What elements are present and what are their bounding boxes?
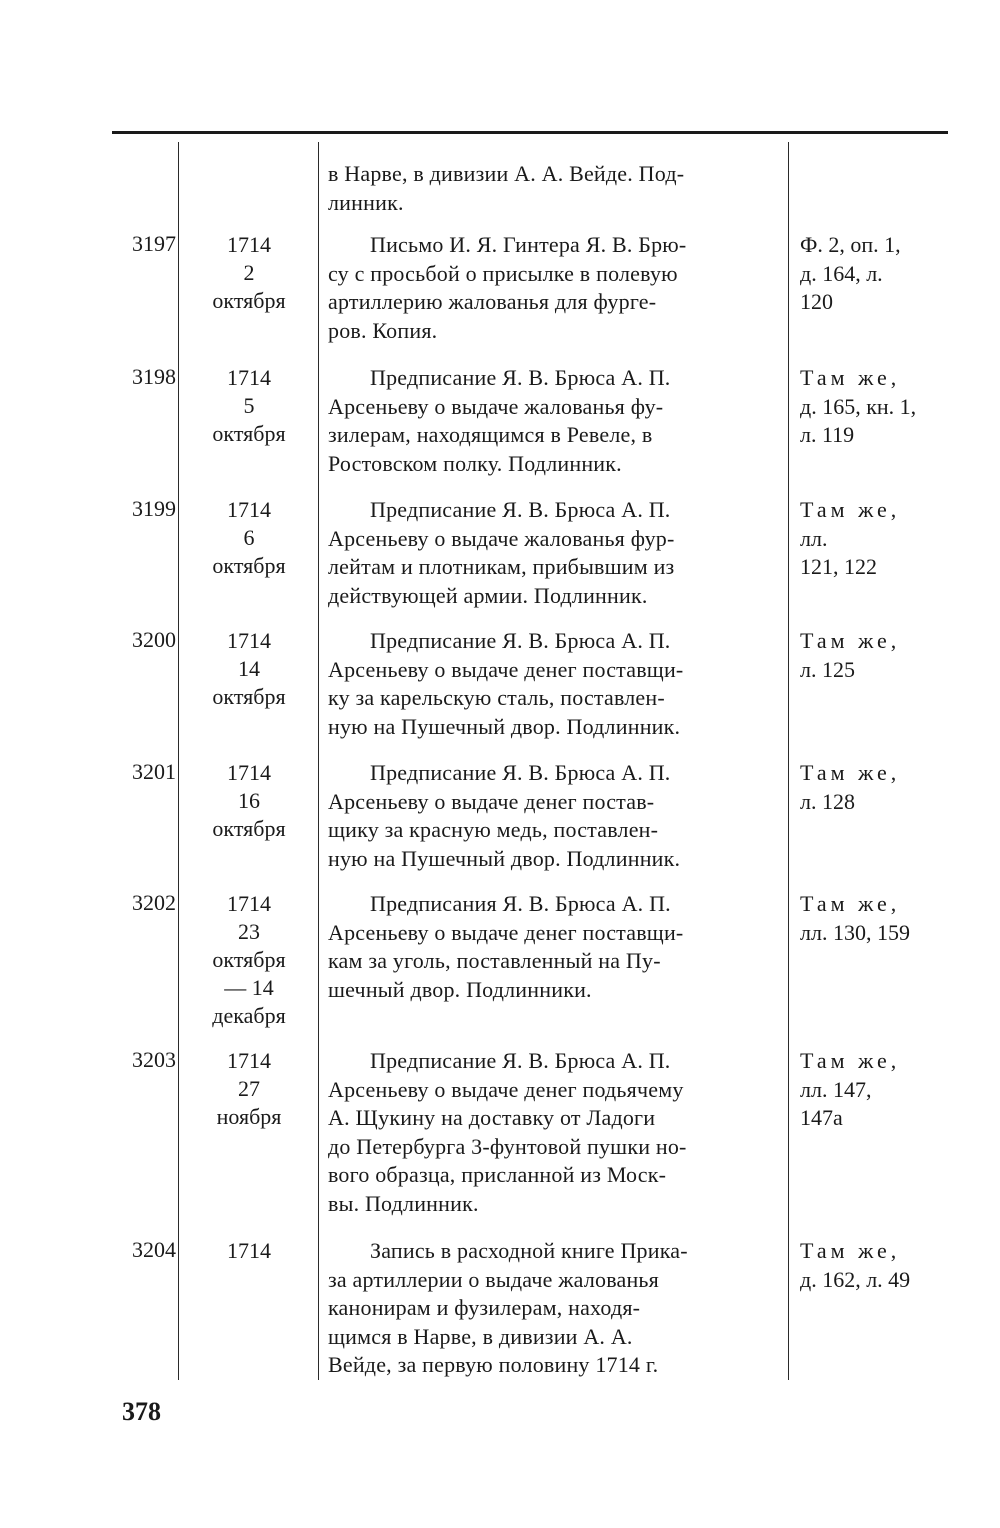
- date-line: декабря: [212, 1003, 286, 1028]
- desc-line: ную на Пушечный двор. Подлинник.: [328, 713, 681, 739]
- entry-number: 3202: [132, 890, 176, 915]
- ref-line: 121, 122: [800, 554, 877, 579]
- entry-date: [182, 231, 316, 315]
- desc-line: щику за красную медь, поставлен-: [328, 817, 659, 842]
- column-divider-description-reference: [788, 142, 789, 1380]
- entry-date: [182, 759, 316, 843]
- desc-line: Арсеньеву о выдаче денег постав-: [328, 788, 655, 814]
- entry-date: [182, 1047, 316, 1131]
- entry-description: [328, 160, 784, 217]
- desc-line: лейтам и плотникам, прибывшим из: [328, 554, 675, 579]
- date-line: октября: [212, 421, 286, 446]
- ref-line: 120: [800, 289, 833, 314]
- entry-description: [328, 627, 784, 741]
- desc-line: А. Щукину на доставку от Ладоги: [328, 1105, 656, 1130]
- desc-line: Письмо И. Я. Гинтера Я. В. Брю-: [370, 232, 687, 257]
- desc-line: Арсеньеву о выдаче жалованья фур-: [328, 525, 675, 551]
- entry-reference: [800, 1047, 970, 1133]
- desc-line: канонирам и фузилерам, находя-: [328, 1295, 641, 1320]
- entry-reference: [800, 231, 970, 317]
- desc-line: Арсеньеву о выдаче денег поставщи-: [328, 919, 684, 945]
- ref-line: л. 128: [800, 788, 855, 814]
- date-line: октября: [212, 816, 286, 841]
- desc-line: ную на Пушечный двор. Подлинник.: [328, 845, 681, 871]
- date-line: октября: [212, 684, 286, 709]
- date-line: октября: [212, 288, 286, 313]
- ref-line: д. 162, л. 49: [800, 1266, 911, 1292]
- desc-line: Предписание Я. В. Брюса А. П.: [370, 760, 671, 785]
- ref-line: Там же,: [800, 1238, 901, 1263]
- entry-number: 3204: [132, 1237, 176, 1262]
- date-line: 1714: [227, 628, 271, 653]
- entry-description: [328, 496, 784, 610]
- date-line: 14: [238, 656, 260, 681]
- entry-number: 3201: [132, 759, 176, 784]
- desc-line: Предписание Я. В. Брюса А. П.: [370, 497, 671, 522]
- date-line: 1714: [227, 1238, 271, 1263]
- entry-date: [182, 890, 316, 1030]
- ref-line: л. 125: [800, 656, 855, 682]
- date-line: — 14: [224, 975, 274, 1000]
- date-line: 2: [243, 260, 255, 285]
- ref-line: л. 119: [800, 422, 855, 447]
- entry-date: [182, 627, 316, 711]
- entry-number: 3199: [132, 496, 176, 521]
- ref-line: д. 164, л.: [800, 260, 883, 286]
- entry-description: [328, 1047, 784, 1218]
- desc-line: Предписание Я. В. Брюса А. П.: [370, 365, 671, 390]
- date-line: октября: [212, 947, 286, 972]
- entry-number: 3200: [132, 627, 176, 652]
- desc-line: ку за карельскую сталь, поставлен-: [328, 685, 665, 710]
- desc-line: зилерам, находящимся в Ревеле, в: [328, 422, 653, 447]
- entry-reference: [800, 890, 970, 947]
- entry-reference: [800, 627, 970, 684]
- desc-line: линник.: [328, 189, 404, 215]
- entry-reference: [800, 1237, 970, 1294]
- entry-description: [328, 759, 784, 873]
- ref-line: лл.: [800, 525, 828, 551]
- ref-line: Там же,: [800, 760, 901, 785]
- date-line: 1714: [227, 232, 271, 257]
- ref-line: Там же,: [800, 1048, 901, 1073]
- entry-description: [328, 364, 784, 478]
- ref-line: Там же,: [800, 628, 901, 653]
- entry-date: [182, 496, 316, 580]
- desc-line: действующей армии. Подлинник.: [328, 582, 648, 608]
- desc-line: Ростовском полку. Подлинник.: [328, 450, 622, 476]
- page-number: 378: [122, 1397, 161, 1426]
- date-line: 1714: [227, 497, 271, 522]
- desc-line: Арсеньеву о выдаче жалованья фу-: [328, 393, 664, 419]
- entry-reference: [800, 759, 970, 816]
- entry-reference: [800, 364, 970, 450]
- entry-reference: [800, 496, 970, 582]
- entry-date: [182, 1237, 316, 1265]
- date-line: 23: [238, 919, 260, 944]
- ref-line: Ф. 2, оп. 1,: [800, 232, 901, 257]
- desc-line: за артиллерии о выдаче жалованья: [328, 1266, 659, 1292]
- desc-line: Арсеньеву о выдаче денег поставщи-: [328, 656, 684, 682]
- desc-line: Запись в расходной книге Прика-: [370, 1238, 688, 1263]
- date-line: 6: [243, 525, 255, 550]
- date-line: 1714: [227, 365, 271, 390]
- desc-line: Вейде, за первую половину 1714 г.: [328, 1352, 659, 1377]
- entry-description: [328, 890, 784, 1004]
- desc-line: кам за уголь, поставленный на Пу-: [328, 948, 661, 973]
- desc-line: Предписание Я. В. Брюса А. П.: [370, 628, 671, 653]
- date-line: 5: [243, 393, 255, 418]
- entry-number: 3198: [132, 364, 176, 389]
- desc-line: Предписания Я. В. Брюса А. П.: [370, 891, 671, 916]
- desc-line: в Нарве, в дивизии А. А. Вейде. Под-: [328, 161, 685, 186]
- column-divider-date-description: [318, 142, 319, 1380]
- date-line: 16: [238, 788, 260, 813]
- desc-line: до Петербурга 3-фунтовой пушки но-: [328, 1133, 687, 1159]
- ref-line: Там же,: [800, 891, 901, 916]
- desc-line: артиллерию жалованья для фурге-: [328, 289, 657, 314]
- entry-description: [328, 1237, 784, 1380]
- desc-line: ров. Копия.: [328, 317, 438, 343]
- desc-line: Арсеньеву о выдаче денег подьячему: [328, 1076, 684, 1102]
- date-line: 1714: [227, 760, 271, 785]
- date-line: 1714: [227, 1048, 271, 1073]
- ref-line: лл. 130, 159: [800, 919, 910, 945]
- entry-description: [328, 231, 784, 345]
- entry-number: 3197: [132, 231, 176, 256]
- date-line: 1714: [227, 891, 271, 916]
- entry-number: 3203: [132, 1047, 176, 1072]
- top-rule: [112, 131, 948, 134]
- desc-line: вы. Подлинник.: [328, 1190, 479, 1216]
- ref-line: лл. 147,: [800, 1076, 872, 1102]
- date-line: ноября: [216, 1104, 282, 1129]
- ref-line: 147а: [800, 1105, 843, 1130]
- desc-line: щимся в Нарве, в дивизии А. А.: [328, 1323, 633, 1349]
- desc-line: вого образца, присланной из Моск-: [328, 1162, 667, 1187]
- date-line: 27: [238, 1076, 260, 1101]
- ref-line: д. 165, кн. 1,: [800, 393, 917, 419]
- date-line: октября: [212, 553, 286, 578]
- column-divider-number-date: [178, 142, 179, 1380]
- desc-line: шечный двор. Подлинники.: [328, 976, 592, 1002]
- desc-line: су с просьбой о присылке в полевую: [328, 260, 678, 286]
- desc-line: Предписание Я. В. Брюса А. П.: [370, 1048, 671, 1073]
- ref-line: Там же,: [800, 365, 901, 390]
- entry-date: [182, 364, 316, 448]
- ref-line: Там же,: [800, 497, 901, 522]
